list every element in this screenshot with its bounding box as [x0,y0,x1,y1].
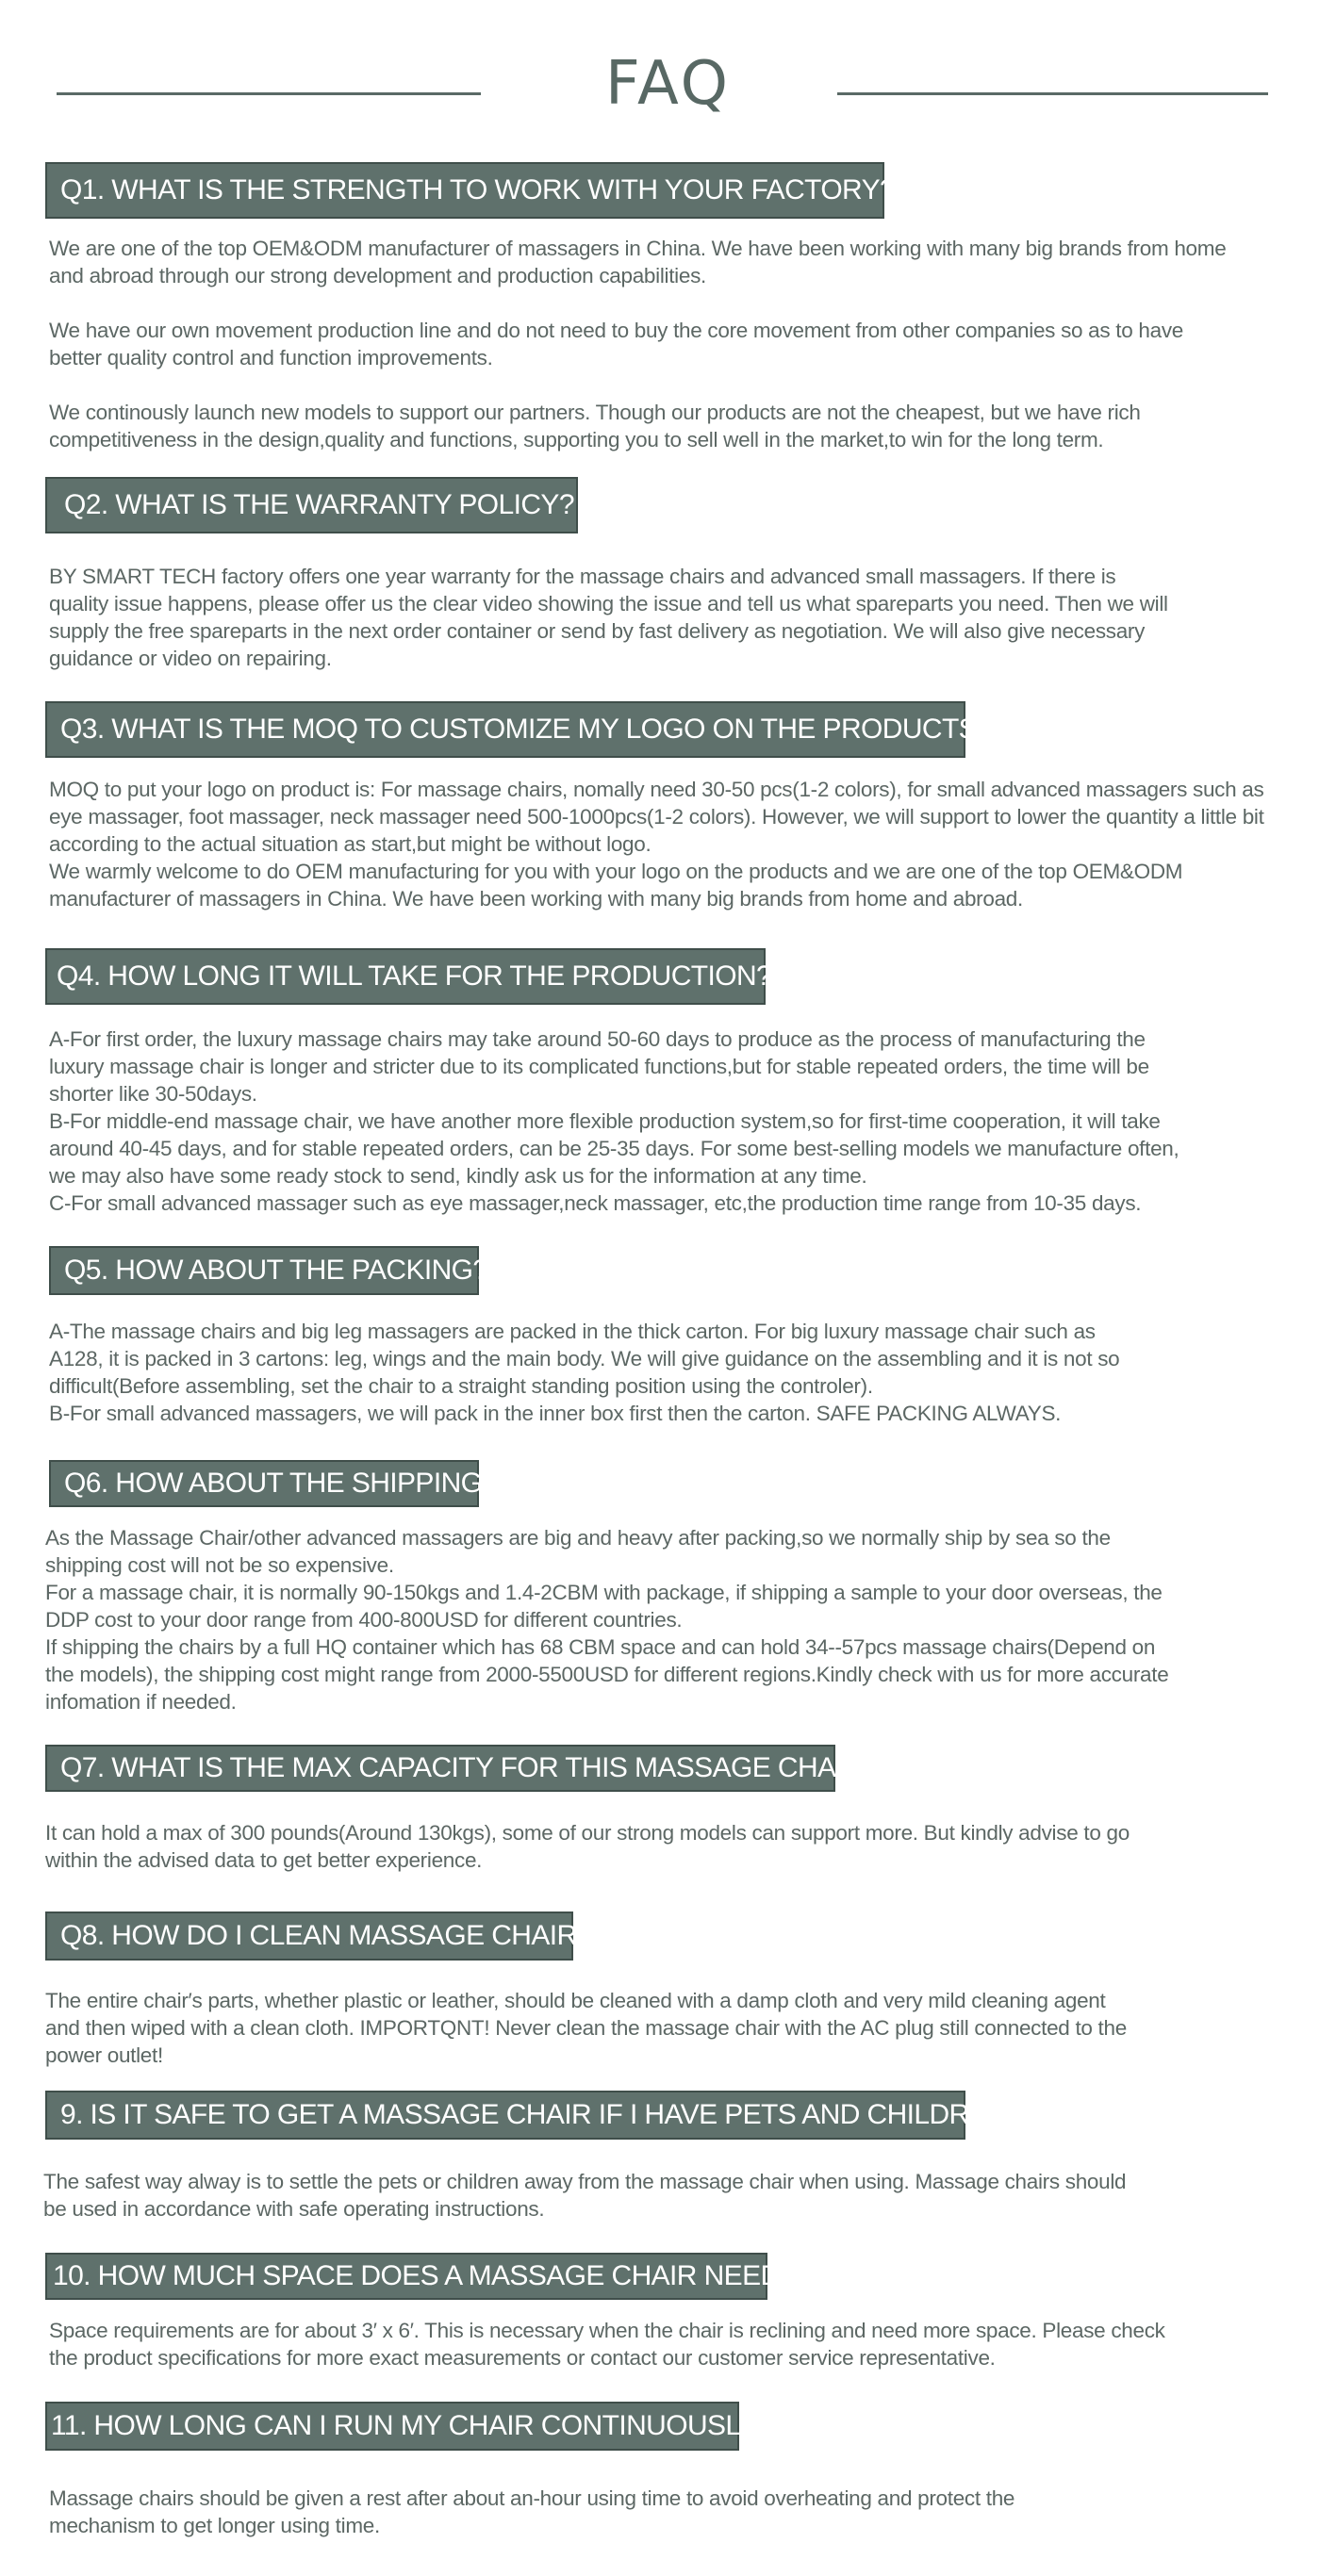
faq-question-heading: Q2. WHAT IS THE WARRANTY POLICY? [45,477,578,533]
faq-header [0,49,1336,134]
faq-question-heading: 11. HOW LONG CAN I RUN MY CHAIR CONTINUOUSLY? [45,2402,739,2451]
answer-paragraph: We warmly welcome to do OEM manufacturing for you with your logo on the products and we are one of the top OEM&ODM manufacturer of massagers in China. We have been working with many big brands from home and abroad. [49,860,1183,911]
answer-paragraph: The entire chair′s parts, whether plastic or leather, should be cleaned with a damp cloth and very mild cleaning agent and then wiped with a clean cloth. IMPORTQNT! Never clean the massage chair with the AC plug still connected to the power outlet! [45,1989,1127,2067]
faq-question-heading: 9. IS IT SAFE TO GET A MASSAGE CHAIR IF I HAVE PETS AND CHILDREN? [45,2091,965,2140]
faq-answer [43,2168,1128,2223]
faq-question-heading: Q1. WHAT IS THE STRENGTH TO WORK WITH YOUR FACTORY? [45,162,884,219]
answer-paragraph: Massage chairs should be given a rest after about an-hour using time to avoid overheating and protect the mechanism to get longer using time. [49,2486,1015,2537]
faq-answer [49,1025,1180,1217]
answer-paragraph: BY SMART TECH factory offers one year warranty for the massage chairs and advanced small massagers. If there is quality issue happens, please offer us the clear video showing the issue and tell us what spareparts you need. Then we will supply the free spareparts in the next order container or send by fast delivery as negotiation. We will also give necessary guidance or video on repairing. [49,565,1168,670]
faq-question-heading: Q6. HOW ABOUT THE SHIPPING? [49,1460,479,1507]
faq-answer [45,1524,1177,1715]
faq-answer [49,776,1265,912]
answer-paragraph: If shipping the chairs by a full HQ container which has 68 CBM space and can hold 34--57pcs massage chairs(Depend on the models), the shipping cost might range from 2000-5500USD for different regions.Kindly check with us for more accurate infomation if needed. [45,1635,1169,1714]
answer-paragraph: A-The massage chairs and big leg massagers are packed in the thick carton. For big luxury massage chair such as A128, it is packed in 3 cartons: leg, wings and the main body. We will give guidance on the assembling and it is not so difficult(Before assembling, set the chair to a straight standing position using the controler). [49,1320,1120,1398]
answer-paragraph: B-For middle-end massage chair, we have another more flexible production system,so for first-time cooperation, it will take around 40-45 days, and for stable repeated orders, can be 25-35 days. For some best-selling models we manufacture often, we may also have some ready stock to send, kindly ask us for the information at any time. [49,1109,1179,1188]
faq-question-heading: 10. HOW MUCH SPACE DOES A MASSAGE CHAIR NEED? [45,2253,767,2300]
faq-answer [49,563,1180,672]
answer-paragraph: We are one of the top OEM&ODM manufacturer of massagers in China. We have been working with many big brands from home and abroad through our strong development and production capabilities. [49,237,1227,287]
faq-question-heading: Q3. WHAT IS THE MOQ TO CUSTOMIZE MY LOGO ON THE PRODUCTS? [45,701,965,758]
faq-question-heading: Q5. HOW ABOUT THE PACKING? [49,1246,479,1295]
faq-question-heading: Q7. WHAT IS THE MAX CAPACITY FOR THIS MASSAGE CHAIR? [45,1745,835,1792]
answer-paragraph: A-For first order, the luxury massage chairs may take around 50-60 days to produce as the process of manufacturing the luxury massage chair is longer and stricter due to its complicated functions,but for stable repeated orders, the time will be shorter like 30-50days. [49,1027,1149,1106]
faq-question-heading: Q4. HOW LONG IT WILL TAKE FOR THE PRODUCTION? [45,948,766,1005]
answer-paragraph: The safest way alway is to settle the pets or children away from the massage chair when using. Massage chairs should be used in accordance with safe operating instructions. [43,2170,1127,2221]
answer-paragraph: MOQ to put your logo on product is: For massage chairs, nomally need 30-50 pcs(1-2 colors), for small advanced massagers such as eye massager, foot massager, neck massager need 500-1000pcs(1-2 colors). However, we will support to lower the quantity a little bit according to the actual situation as start,but might be without logo. [49,778,1264,856]
faq-answer [49,1318,1152,1427]
faq-answer [49,235,1237,453]
answer-paragraph: It can hold a max of 300 pounds(Around 130kgs), some of our strong models can support more. But kindly advise to go within the advised data to get better experience. [45,1821,1130,1872]
answer-paragraph: C-For small advanced massager such as eye massager,neck massager, etc,the production time range from 10-35 days. [49,1191,1142,1215]
faq-answer [49,2317,1180,2371]
answer-paragraph: Space requirements are for about 3′ x 6′. This is necessary when the chair is reclining and need more space. Please check the product specifications for more exact measurements or contact our customer service representative. [49,2319,1165,2370]
answer-paragraph: As the Massage Chair/other advanced massagers are big and heavy after packing,so we normally ship by sea so the shipping cost will not be so expensive. [45,1526,1111,1577]
answer-paragraph: B-For small advanced massagers, we will pack in the inner box first then the carton. SAFE PACKING ALWAYS. [49,1402,1062,1425]
answer-paragraph: We continously launch new models to support our partners. Though our products are not the cheapest, but we have rich competitiveness in the design,quality and functions, supporting you to sell well in the market,to win for the long term. [49,401,1141,451]
faq-answer [49,2485,1086,2539]
page-title: FAQ [605,49,731,119]
faq-answer [45,1987,1130,2069]
answer-paragraph: For a massage chair, it is normally 90-150kgs and 1.4-2CBM with package, if shipping a sample to your door overseas, the DDP cost to your door range from 400-800USD for different countries. [45,1581,1163,1632]
faq-answer [45,1819,1186,1874]
answer-paragraph: We have our own movement production line and do not need to buy the core movement from other companies so as to have better quality control and function improvements. [49,319,1183,369]
header-divider-right [837,92,1268,95]
faq-question-heading: Q8. HOW DO I CLEAN MASSAGE CHAIR? [45,1911,573,1961]
